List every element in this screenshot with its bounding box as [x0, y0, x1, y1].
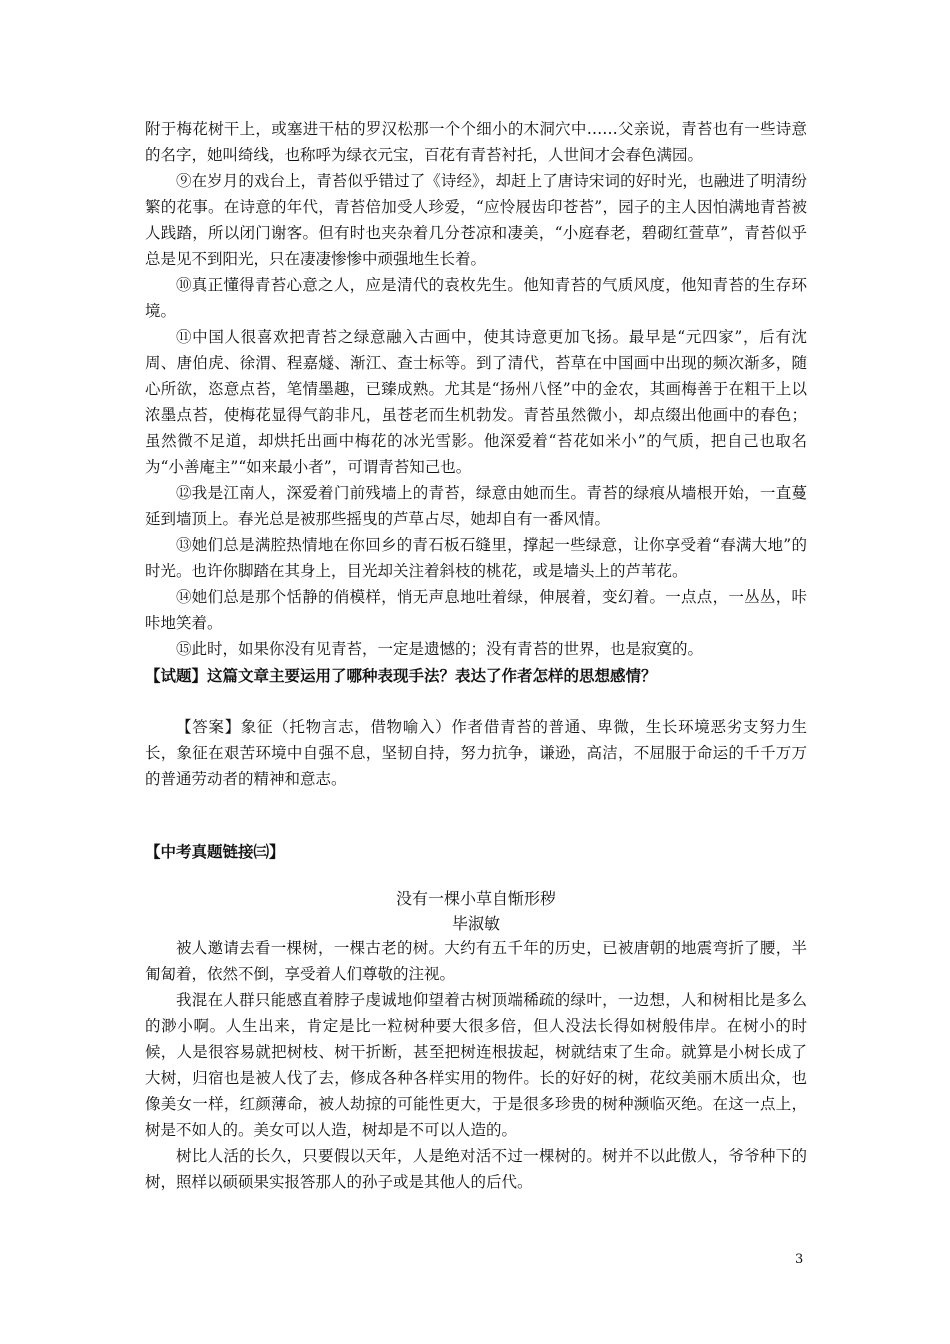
paragraph-13: ⑬她们总是满腔热情地在你回乡的青石板石缝里，撑起一些绿意，让你享受着“春满大地”的时光。也许你脚踏在其身上，目光却关注着斜枝的桃花，或是墙头上的芦苇花。 [145, 536, 807, 580]
article-author: 毕淑敏 [451, 914, 500, 933]
paragraph-9: ⑨在岁月的戏台上，青苔似乎错过了《诗经》，却赶上了唐诗宋词的好时光，也融进了明清纷繁的花事。在诗意的年代，青苔倍加受人珍爱，“应怜屐齿印苍苔”，园子的主人因怕满地青苔被人践踏，所以闭门谢客。但有时也夹杂着几分苍凉和凄美，“小庭春老，碧砌红萱草”，青苔似乎总是见不到阳光，只在凄凄惨惨中顽强地生长着。 [145, 172, 807, 268]
article-title: 没有一棵小草自惭形秽 [395, 889, 556, 908]
paragraph-14: ⑭她们总是那个恬静的俏模样，悄无声息地吐着绿，伸展着，变幻着。一点点，一丛丛，咔咔地笑着。 [145, 588, 807, 632]
answer-text: 【答案】象征（托物言志，借物喻入）作者借青苔的普通、卑微，生长环境恶劣支努力生长，象征在艰苦环境中自强不息，坚韧自持，努力抗争，谦逊，高洁，不屈服于命运的千千万万的普通劳动者的精神和意志。 [145, 718, 807, 788]
article-paragraph-1: 被人邀请去看一棵树，一棵古老的树。大约有五千年的历史，已被唐朝的地震弯折了腰，半匍匐着，依然不倒，享受着人们尊敬的注视。 [145, 939, 807, 983]
paragraph-8-continued: 附于梅花树干上，或塞进干枯的罗汉松那一个个细小的木洞穴中……父亲说，青苔也有一些诗意的名字，她叫绮线，也称呼为绿衣元宝，百花有青苔衬托，人世间才会春色满园。 [145, 120, 807, 164]
article-paragraph-3: 树比人活的长久，只要假以天年，人是绝对活不过一棵树的。树并不以此傲人，爷爷种下的树，照样以硕硕果实报答那人的孙子或是其他人的后代。 [145, 1147, 807, 1191]
article-paragraph-2: 我混在人群只能感直着脖子虔诚地仰望着古树顶端稀疏的绿叶，一边想，人和树相比是多么的渺小啊。人生出来，肯定是比一粒树种要大很多倍，但人没法长得如树般伟岸。在树小的时候，人是很容易就把树枝、树干折断，甚至把树连根拔起，树就结束了生命。就算是小树长成了大树，归宿也是被人伐了去，修成各种各样实用的物件。长的好好的树，花纹美丽木质出众，也像美女一样，红颜薄命，被人劫掠的可能性更大，于是很多珍贵的树种濒临灭绝。在这一点上，树是不如人的。美女可以人造，树却是不可以人造的。 [145, 991, 807, 1139]
paragraph-10: ⑩真正懂得青苔心意之人，应是清代的袁枚先生。他知青苔的气质风度，他知青苔的生存环境。 [145, 276, 807, 320]
answer-block [145, 714, 807, 792]
paragraph-15: ⑮此时，如果你没有见青苔，一定是遗憾的；没有青苔的世界，也是寂寞的。 [176, 640, 704, 658]
passage-top [145, 116, 807, 662]
page-number: 3 [795, 1252, 804, 1267]
question-text: 【试题】这篇文章主要运用了哪种表现手法？表达了作者怎样的思想感情？ [145, 667, 657, 685]
paragraph-12: ⑫我是江南人，深爱着门前残墙上的青苔，绿意由她而生。青苔的绿痕从墙根开始，一直蔓延到墙顶上。春光总是被那些摇曳的芦草占尽，她却自有一番风情。 [145, 484, 807, 528]
section-heading: 【中考真题链接㈢】 [145, 843, 285, 861]
paragraph-11: ⑪中国人很喜欢把青苔之绿意融入古画中，使其诗意更加飞扬。最早是“元四家”，后有沈周、唐伯虎、徐渭、程嘉燧、渐江、查士标等。到了清代，苔草在中国画中出现的频次渐多，随心所欲，恣意点苔，笔情墨趣，已臻成熟。尤其是“扬州八怪”中的金农，其画梅善于在粗干上以浓墨点苔，使梅花显得气韵非凡，虽苍老而生机勃发。青苔虽然微小，却点缀出他画中的春色；虽然微不足道，却烘托出画中梅花的冰光雪影。他深爱着“苔花如米小”的气质，把自己也取名为“小善庵主”“如来最小者”，可谓青苔知己也。 [145, 328, 807, 476]
article-body [145, 935, 807, 1195]
